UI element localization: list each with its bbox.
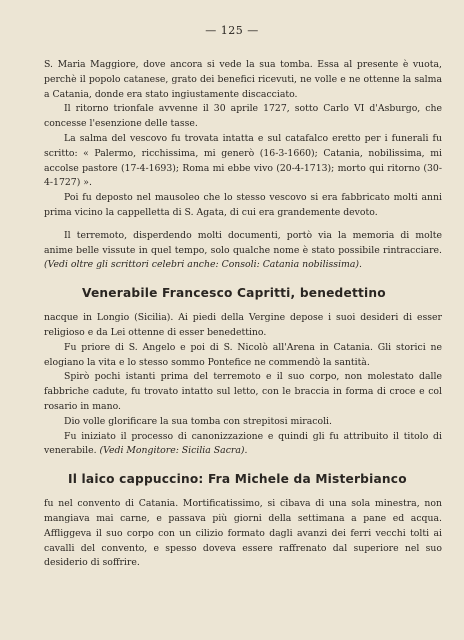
- paragraph: S. Maria Maggiore, dove ancora si vede la sua tomba. Essa al presente è vuota, perchè il popolo catanese, grato dei benefici ricevuti, ne volle e ne ottenne la salma a Catania, donde era stato ingiustamente discacciato.: [44, 59, 442, 100]
- paragraph: nacque in Longio (Sicilia). Ai piedi della Vergine depose i suoi desideri di esser religioso e da Lei ottenne di esser benedettino.: [44, 312, 442, 338]
- citation: (Vedi Mongitore: Sicilia Sacra).: [99, 445, 248, 457]
- paragraph: Il ritorno trionfale avvenne il 30 aprile 1727, sotto Carlo VI d'Asburgo, che concesse l'esenzione delle tasse.: [44, 103, 442, 130]
- paragraph: Spirò pochi istanti prima del terremoto e il suo corpo, non molestato dalle fabbriche cadute, fu trovato intatto sul letto, con le braccia in forma di croce e col rosario in mano.: [44, 371, 442, 412]
- section-heading: Il laico cappuccino: Fra Michele da Misterbianco: [68, 472, 407, 487]
- paragraph: Poi fu deposto nel mausoleo che lo stesso vescovo si era fabbricato molti anni prima vicino la cappelletta di S. Agata, di cui era grandemente devoto.: [44, 192, 442, 218]
- paragraph: La salma del vescovo fu trovata intatta e sul catafalco eretto per i funerali fu scritto: « Palermo, ricchissima, mi generò (16-3-1660); Catania, nobilissima, mi accolse pastore (17-4-1693); Roma mi ebbe vivo (20-4-1713); morto qui ritorno (30-4-1727) ».: [44, 132, 442, 189]
- paragraph: Fu priore di S. Angelo e poi di S. Nicolò all'Arena in Catania. Gli storici ne elogiano la vita e lo stesso sommo Pontefice ne commendò la santità.: [44, 341, 442, 368]
- paragraph: Dio volle glorificare la sua tomba con strepitosi miracoli.: [64, 415, 332, 427]
- paragraph: [44, 229, 442, 273]
- section-heading: Venerabile Francesco Capritti, benedettino: [82, 286, 386, 301]
- page-body: [44, 58, 442, 571]
- paragraph: fu nel convento di Catania. Mortificatissimo, si cibava di una sola minestra, non mangiava mai carne, e passava più giorni della settimana a pane ed acqua. Affliggeva il suo corpo con un cilizio formato dagli avanzi dei ferri vecchi tolti ai cavalli del convento, e spesso doveva essere raffrenato dal superiore nel suo desiderio di soffrire.: [44, 498, 442, 569]
- paragraph-text: Il terremoto, disperdendo molti documenti, portò via la memoria di molte anime belle vissute in quel tempo, solo qualche nome è stato possibile rintracciare.: [44, 229, 442, 256]
- page-number: — 125 —: [205, 24, 259, 37]
- paragraph-text: Fu iniziato il processo di canonizzazione e quindi gli fu attribuito il titolo di venerabile.: [44, 430, 442, 457]
- citation: (Vedi oltre gli scrittori celebri anche: Consoli: Catania nobilissima).: [44, 259, 362, 271]
- paragraph: [44, 430, 442, 460]
